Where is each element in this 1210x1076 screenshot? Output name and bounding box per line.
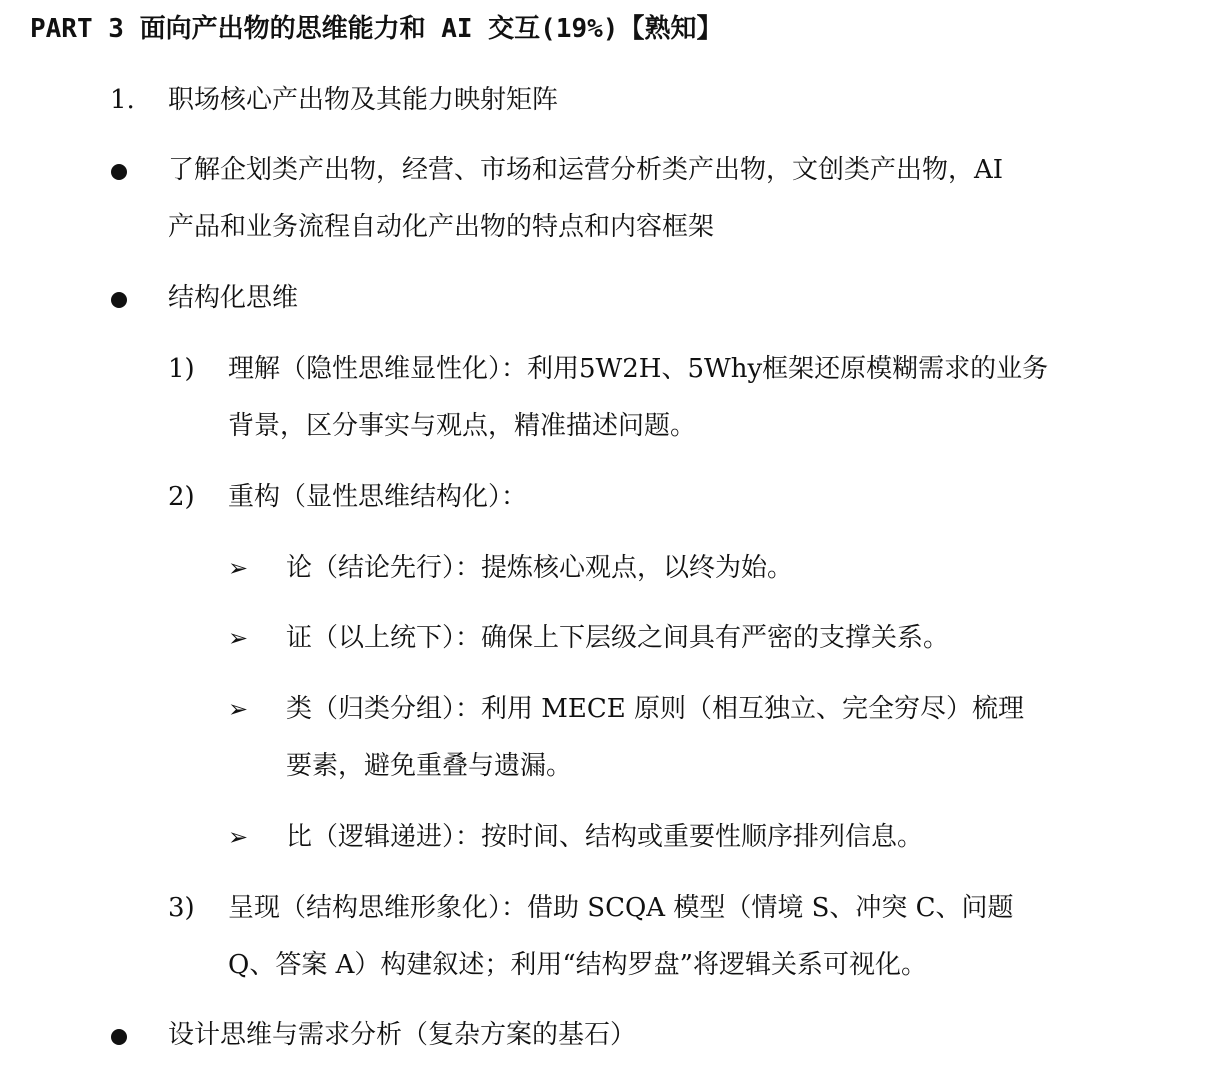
arrow-item-text: 证（以上统下）：确保上下层级之间具有严密的支撑关系。 bbox=[286, 623, 950, 653]
sub-item-number: 2) bbox=[168, 482, 195, 512]
sub-item-text-line: 背景，区分事实与观点，精准描述问题。 bbox=[228, 411, 697, 441]
bullet-text-line: 了解企划类产出物，经营、市场和运营分析类产出物，文创类产出物，AI bbox=[168, 155, 1004, 185]
arrow-bullet-icon: ➢ bbox=[228, 554, 249, 582]
arrow-bullet-icon: ➢ bbox=[228, 695, 249, 723]
sub-item-text-line: 理解（隐性思维显性化）：利用5W2H、5Why框架还原模糊需求的业务 bbox=[228, 354, 1049, 384]
bullet-dot-icon bbox=[111, 1029, 127, 1045]
sub-item-text-line: 重构（显性思维结构化）： bbox=[228, 482, 528, 512]
arrow-item-text: 类（归类分组）：利用 MECE 原则（相互独立、完全穷尽）梳理 bbox=[286, 694, 1025, 724]
arrow-bullet-icon: ➢ bbox=[228, 624, 249, 652]
arrow-item-text: 比（逻辑递进）：按时间、结构或重要性顺序排列信息。 bbox=[286, 822, 924, 852]
section-heading: PART 3 面向产出物的思维能力和 AI 交互(19%)【熟知】 bbox=[30, 14, 723, 44]
sub-item-number: 3) bbox=[168, 893, 195, 923]
arrow-item-text: 论（结论先行）：提炼核心观点，以终为始。 bbox=[286, 553, 794, 583]
sub-item-text-line: 呈现（结构思维形象化）：借助 SCQA 模型（情境 S、冲突 C、问题 bbox=[228, 893, 1014, 923]
bullet-text-line: 产品和业务流程自动化产出物的特点和内容框架 bbox=[168, 212, 715, 242]
bullet-text-line: 结构化思维 bbox=[168, 283, 299, 313]
bullet-dot-icon bbox=[111, 164, 127, 180]
bullet-dot-icon bbox=[111, 292, 127, 308]
bullet-text-line: 设计思维与需求分析（复杂方案的基石） bbox=[168, 1020, 637, 1050]
sub-item-text-line: Q、答案 A）构建叙述；利用“结构罗盘”将逻辑关系可视化。 bbox=[228, 950, 927, 980]
arrow-item-text: 要素，避免重叠与遗漏。 bbox=[286, 751, 573, 781]
arrow-bullet-icon: ➢ bbox=[228, 823, 249, 851]
item-number: 1. bbox=[110, 85, 135, 115]
item-text: 职场核心产出物及其能力映射矩阵 bbox=[168, 85, 559, 115]
sub-item-number: 1) bbox=[168, 354, 195, 384]
